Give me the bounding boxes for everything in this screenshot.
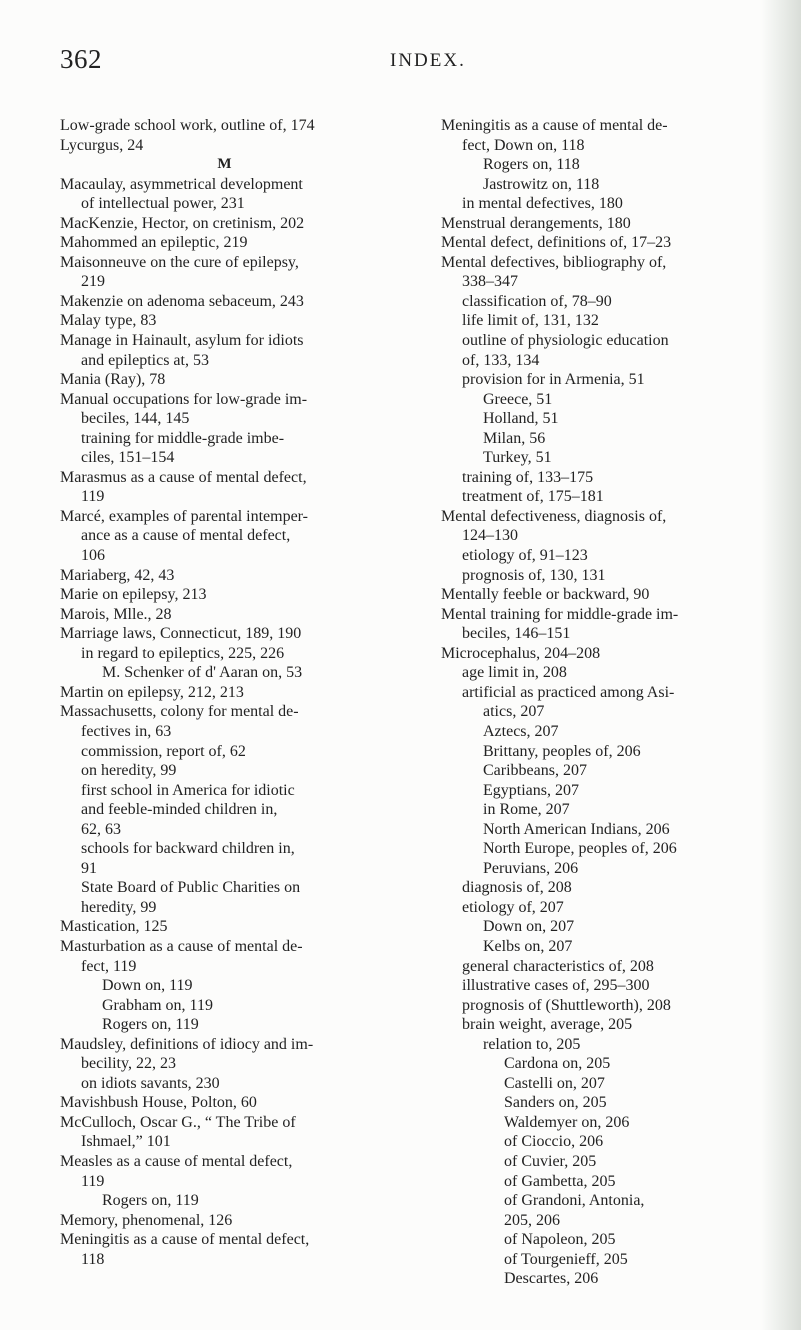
index-entry-line: Memory, phenomenal, 126 [60,1211,233,1229]
index-entry-line: Jastrowitz on, 118 [483,175,600,193]
index-entry-line: 118 [81,1250,105,1268]
index-entry-line: of, 133, 134 [462,351,540,369]
index-entry-line: on heredity, 99 [81,762,177,780]
index-entry-line: Down on, 119 [102,977,193,995]
index-entry-line: Castelli on, 207 [504,1074,605,1092]
index-entry-line: Kelbs on, 207 [483,937,573,955]
index-entry-line: in regard to epileptics, 225, 226 [81,644,285,662]
index-entry-line: relation to, 205 [483,1035,581,1053]
index-entry-line: MacKenzie, Hector, on cretinism, 202 [60,214,305,232]
index-entry-line: in mental defectives, 180 [462,195,623,213]
index-entry-line: outline of physiologic education [462,332,669,350]
index-entry-line: Mastication, 125 [60,918,168,936]
index-entry-line: illustrative cases of, 295–300 [462,977,650,995]
index-entry-line: fect, Down on, 118 [462,136,585,154]
index-entry-line: 124–130 [462,527,518,545]
index-entry-line: provision for in Armenia, 51 [462,371,645,389]
index-entry-line: schools for backward children in, [81,840,295,858]
index-entry-line: 338–347 [462,273,518,291]
index-entry-line: beciles, 144, 145 [81,410,190,428]
index-entry-line: Marriage laws, Connecticut, 189, 190 [60,625,302,643]
page-header [60,44,760,84]
index-entry-line: Descartes, 206 [504,1270,599,1288]
index-entry-line: Mariaberg, 42, 43 [60,566,175,584]
index-entry-line: Maudsley, definitions of idiocy and im- [60,1035,314,1053]
index-entry-line: Aztecs, 207 [483,722,559,740]
index-entry-line: 106 [81,547,105,565]
index-entry-line: Marcé, examples of parental intemper- [60,507,309,525]
index-entry-line: becility, 22, 23 [81,1055,176,1073]
index-entry-line: Menstrual derangements, 180 [441,214,631,232]
index-entry-line: first school in America for idiotic [81,781,295,799]
index-entry-line: treatment of, 175–181 [462,488,604,506]
index-entry-line: etiology of, 91–123 [462,547,588,565]
index-entry-line: brain weight, average, 205 [462,1016,633,1034]
index-entry-line: State Board of Public Charities on [81,879,301,897]
index-entry-line: Mental defectiveness, diagnosis of, [441,507,667,525]
index-entry-line: Marasmus as a cause of mental defect, [60,468,307,486]
index-entry-line: Mental training for middle-grade im- [441,605,679,623]
index-column-right [441,116,771,1289]
index-entry-line: of Napoleon, 205 [504,1231,616,1249]
index-entry-line: prognosis of, 130, 131 [462,566,606,584]
index-entry-line: Meningitis as a cause of mental de- [441,117,668,134]
index-entry-line: Down on, 207 [483,918,575,936]
index-entry-line: Ishmael,” 101 [81,1133,171,1151]
index-entry-line: Brittany, peoples of, 206 [483,742,641,760]
index-entry-line: Measles as a cause of mental defect, [60,1152,293,1170]
index-entry-line: 219 [81,273,105,291]
index-entry-line: Marie on epilepsy, 213 [60,586,207,604]
index-entry-line: fect, 119 [81,957,137,975]
index-entry-line: 119 [81,1172,105,1190]
index-entry-line: of Grandoni, Antonia, [504,1192,645,1210]
index-entry-line: Maisonneuve on the cure of epilepsy, [60,253,299,271]
index-entry-line: 91 [81,859,97,877]
index-entry-line: Makenzie on adenoma sebaceum, 243 [60,292,304,310]
index-entry-line: McCulloch, Oscar G., “ The Tribe of [60,1113,296,1131]
index-entry-line: general characteristics of, 208 [462,957,654,975]
index-entry-line: M. Schenker of d' Aaran on, 53 [102,664,303,682]
index-entry-line: Mavishbush House, Polton, 60 [60,1094,257,1112]
index-entry-line: Mental defectives, bibliography of, [441,253,667,271]
index-entry-line: ciles, 151–154 [81,449,175,467]
index-entry-line: Peruvians, 206 [483,859,579,877]
index-entry-line: Rogers on, 119 [102,1192,199,1210]
index-entry-line: atics, 207 [483,703,545,721]
index-entry-line: beciles, 146–151 [462,625,571,643]
index-entry-line: Holland, 51 [483,410,559,428]
index-entry-line: prognosis of (Shuttleworth), 208 [462,996,671,1014]
index-entry-line: Grabham on, 119 [102,996,213,1014]
index-entry-line: on idiots savants, 230 [81,1074,220,1092]
index-entry-line: Macaulay, asymmetrical development [60,175,303,193]
index-entry-line: Rogers on, 118 [483,156,580,174]
index-entry-line: Manage in Hainault, asylum for idiots [60,332,304,350]
index-entry-line: Lycurgus, 24 [60,136,144,154]
index-entry-line: Mahommed an epileptic, 219 [60,234,248,252]
index-column-left [60,116,390,1269]
index-entry-line: Cardona on, 205 [504,1055,611,1073]
index-entry-line: Greece, 51 [483,390,553,408]
index-entry-line: training for middle-grade imbe- [81,429,285,447]
index-entry-line: Low-grade school work, outline of, 174 [60,117,315,134]
index-entry-line: Mentally feeble or backward, 90 [441,586,650,604]
index-entry-line: training of, 133–175 [462,468,594,486]
index-entry-line: of Cuvier, 205 [504,1152,597,1170]
index-entry-line: of Cioccio, 206 [504,1133,604,1151]
index-entry-line: 62, 63 [81,820,121,838]
index-entry-line: Mania (Ray), 78 [60,371,166,389]
index-entry-line: Manual occupations for low-grade im- [60,390,308,408]
index-entry-line: Massachusetts, colony for mental de- [60,703,299,721]
index-entry-line: of Gambetta, 205 [504,1172,616,1190]
index-entry-line: 205, 206 [504,1211,560,1229]
index-entry-line: Microcephalus, 204–208 [441,644,601,662]
page-number: 362 [60,44,102,74]
index-entry-line: artificial as practiced among Asi- [462,683,675,701]
index-entry-line: Malay type, 83 [60,312,157,330]
index-entry-line: in Rome, 207 [483,801,570,819]
index-entry-line: commission, report of, 62 [81,742,246,760]
index-entry-line: life limit of, 131, 132 [462,312,599,330]
index-entry-line: Martin on epilepsy, 212, 213 [60,683,244,701]
index-entry-line: of Tourgenieff, 205 [504,1250,628,1268]
index-entry-line: Meningitis as a cause of mental defect, [60,1231,310,1249]
index-entry-line: age limit in, 208 [462,664,567,682]
index-entry-line: 119 [81,488,105,506]
index-entry-line: North American Indians, 206 [483,820,670,838]
index-entry-line: classification of, 78–90 [462,292,612,310]
index-entry-line: of intellectual power, 231 [81,195,245,213]
index-entry-line: diagnosis of, 208 [462,879,572,897]
index-entry-line: Milan, 56 [483,429,546,447]
index-entry-line: North Europe, peoples of, 206 [483,840,677,858]
running-head: INDEX. [390,50,466,71]
index-entry-line: Turkey, 51 [483,449,552,467]
index-entry-line: Egyptians, 207 [483,781,579,799]
index-entry-line: Masturbation as a cause of mental de- [60,937,303,955]
index-entry-line: Sanders on, 205 [504,1094,607,1112]
index-entry-line: Caribbeans, 207 [483,762,587,780]
index-entry-line: and epileptics at, 53 [81,351,209,369]
index-entry-line: fectives in, 63 [81,722,172,740]
index-entry-line: etiology of, 207 [462,898,564,916]
index-entry-line: Rogers on, 119 [102,1016,199,1034]
section-letter: M [217,156,233,173]
index-entry-line: Waldemyer on, 206 [504,1113,630,1131]
index-entry-line: ance as a cause of mental defect, [81,527,291,545]
index-entry-line: and feeble-minded children in, [81,801,278,819]
index-entry-line: Marois, Mlle., 28 [60,605,172,623]
index-entry-line: Mental defect, definitions of, 17–23 [441,234,672,252]
index-entry-line: heredity, 99 [81,898,157,916]
